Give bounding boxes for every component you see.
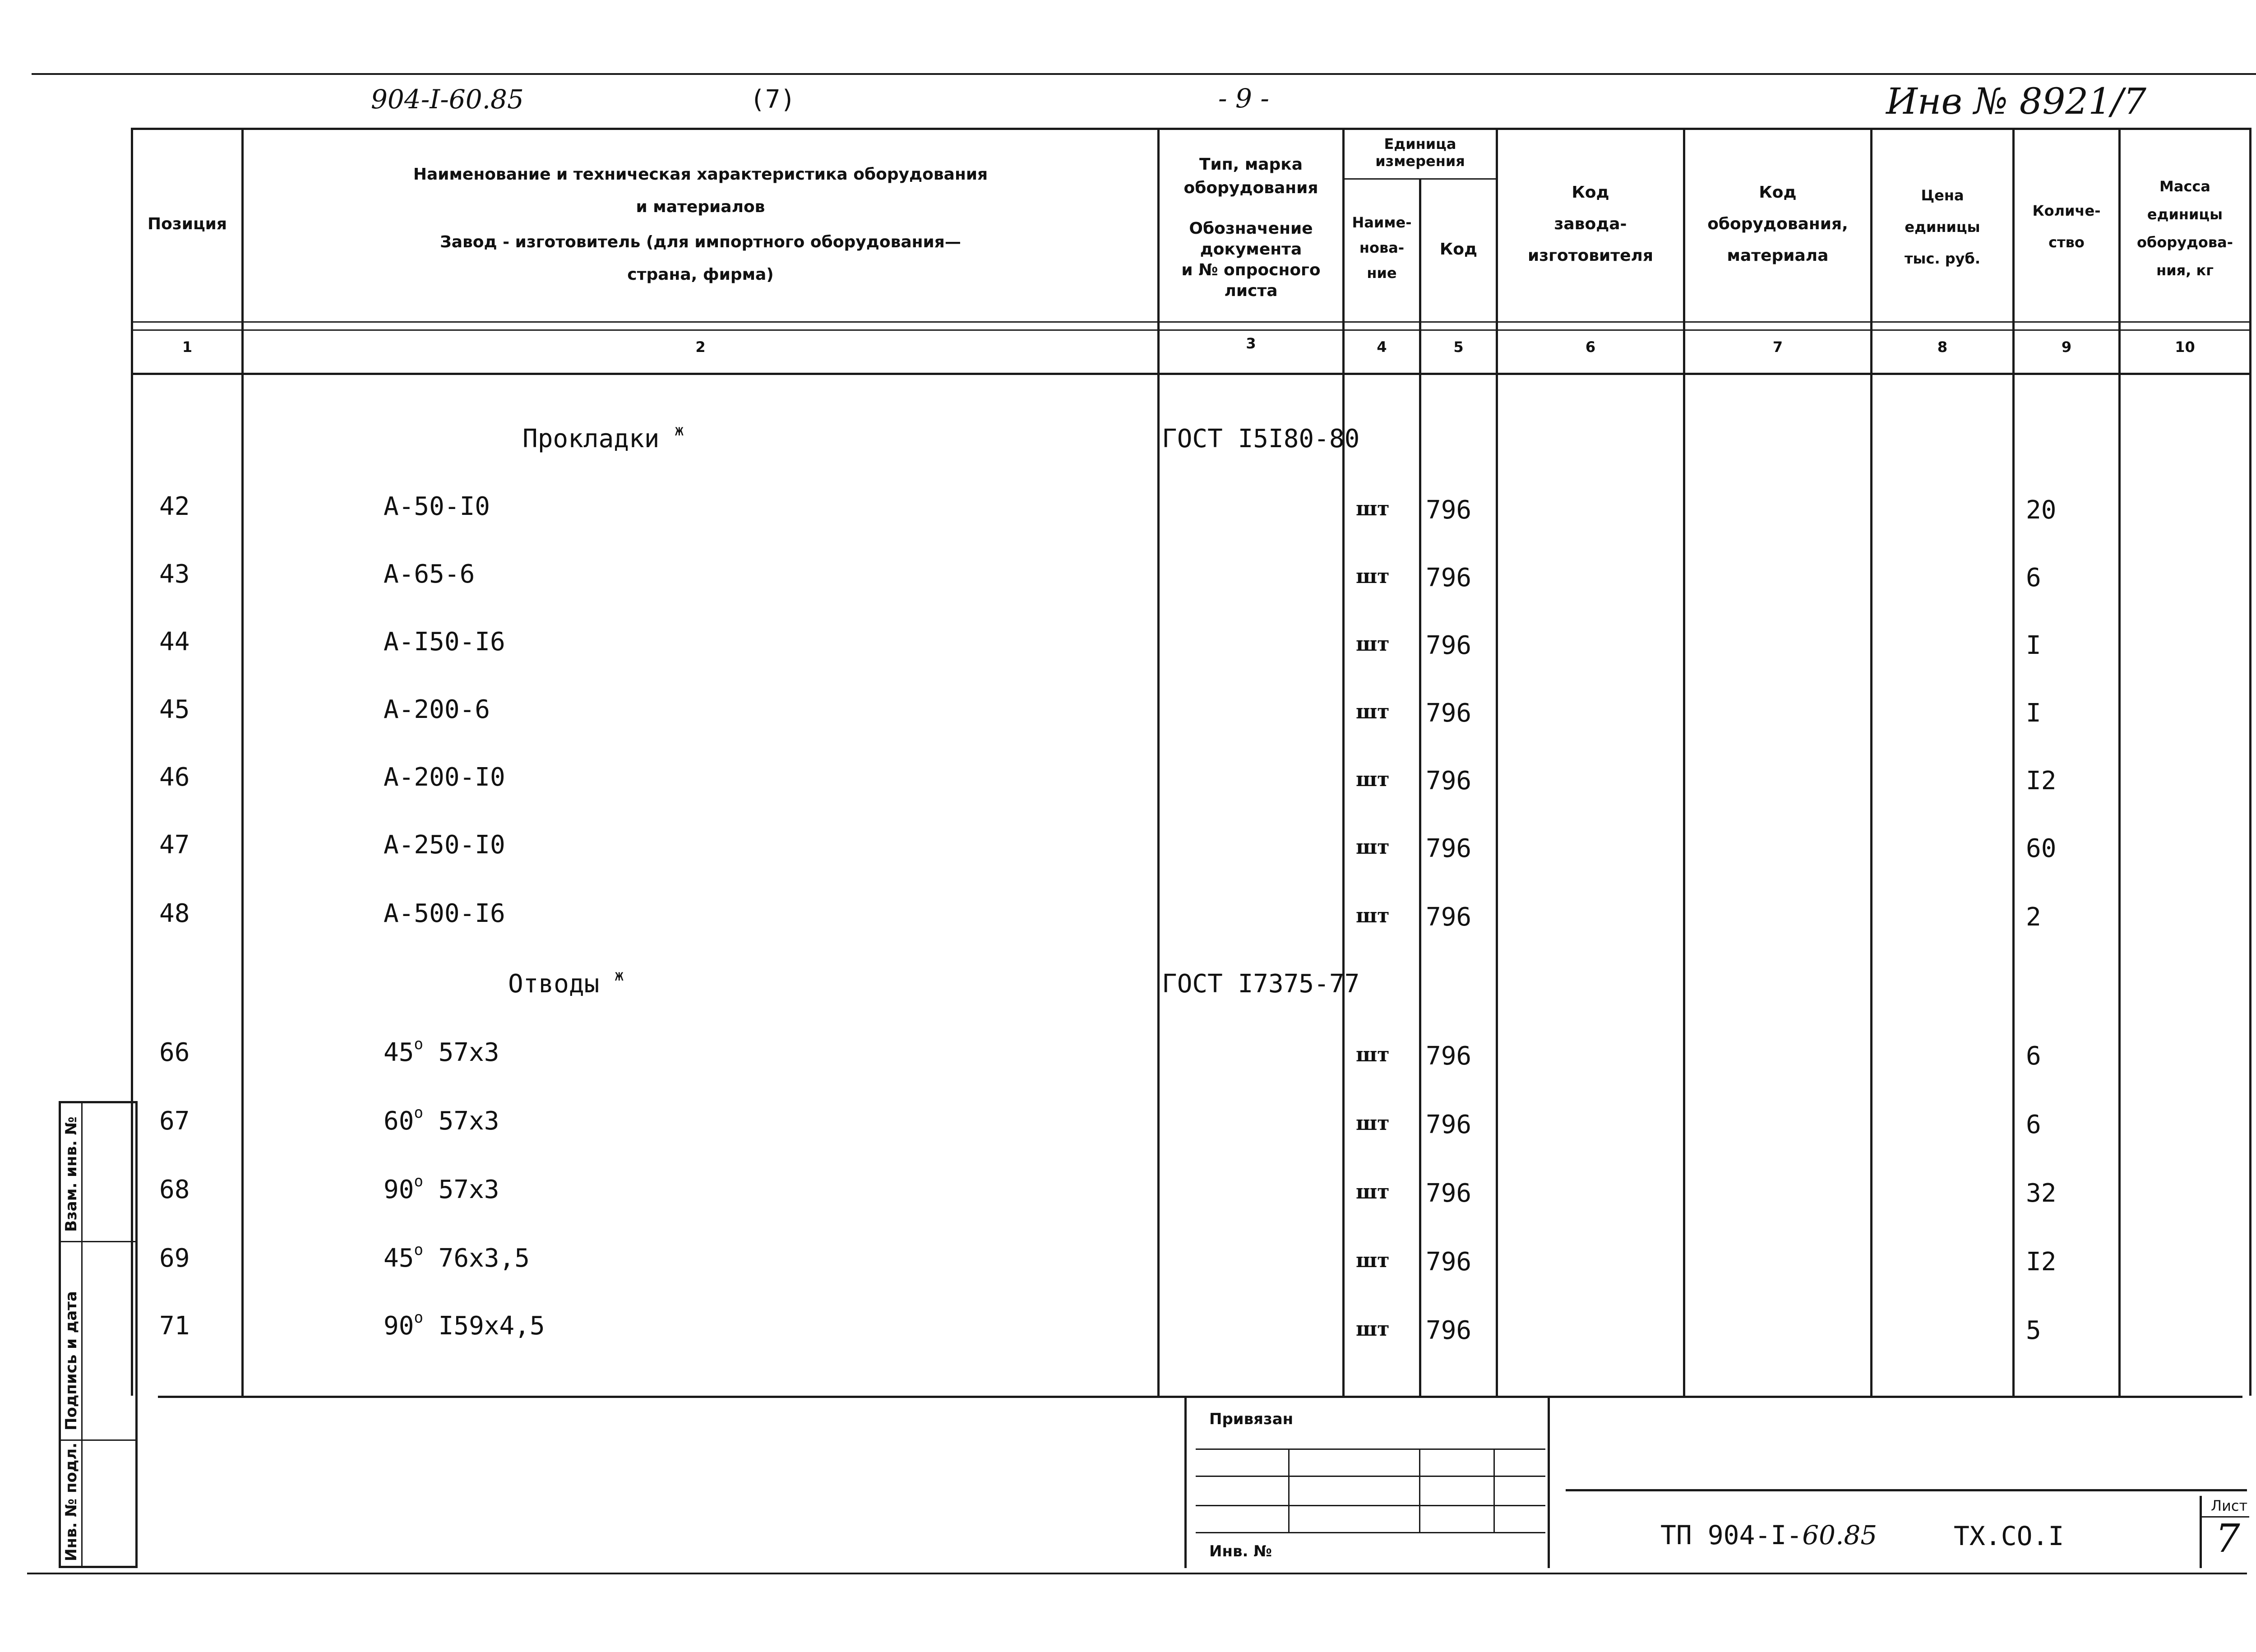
doc-code: 904-I-60.85 [371, 84, 524, 115]
row-name: $90^о$ I59х4,5 [384, 1309, 545, 1341]
stamp-designation-suffix: ТХ.СО.I [1954, 1521, 2064, 1551]
col-header-unit-name-l1: Наиме- [1352, 214, 1412, 231]
row-position: 48 [159, 899, 190, 928]
row-position: 46 [159, 763, 190, 792]
col-header-material-l3: материала [1727, 246, 1829, 265]
row-unit: шт [1356, 633, 1390, 656]
row-quantity: 6 [2026, 1110, 2041, 1139]
row-unit-code: 796 [1426, 834, 1472, 863]
side-stamp-divider [81, 1101, 83, 1568]
side-label-inv-orig: Инв. № подл. [62, 1442, 80, 1561]
col-sep-2 [1157, 128, 1160, 1396]
col-header-mass-l2: единицы [2147, 206, 2223, 223]
row-position: 68 [159, 1175, 190, 1204]
col-header-name-l1: Наименование и техническая характеристика оборудования [413, 165, 988, 184]
stamp-grid-col-2 [1419, 1448, 1420, 1532]
side-stamp-bottom [59, 1566, 138, 1568]
top-border [32, 73, 2256, 75]
row-name: $60^о$ 57х3 [384, 1104, 499, 1136]
stamp-designation: ТП 904-I-60.85 [1660, 1520, 1877, 1550]
col-header-unit-group-l1: Единица [1384, 135, 1456, 153]
col-header-material-l2: оборудования, [1707, 215, 1848, 233]
row-quantity: I2 [2026, 766, 2057, 796]
col-header-type-l3: Обозначение [1189, 219, 1313, 238]
col-header-type-l2: оборудования [1183, 179, 1318, 197]
col-number-5: 5 [1453, 338, 1464, 356]
stamp-grid-line-1 [1196, 1448, 1545, 1450]
row-quantity: I2 [2026, 1247, 2057, 1277]
col-header-unit-name-l3: ние [1367, 264, 1397, 282]
stamp-grid-col-1 [1288, 1448, 1290, 1532]
col-header-name-l4: страна, фирма) [627, 265, 774, 284]
row-unit-code: 796 [1426, 563, 1472, 592]
col-sep-7 [1870, 128, 1872, 1396]
row-unit: шт [1356, 1249, 1390, 1272]
col-header-type-l5: и № опросного [1181, 261, 1321, 279]
stamp-linked-border-left [1184, 1396, 1187, 1568]
row-position: 43 [159, 560, 190, 589]
row-unit-code: 796 [1426, 495, 1472, 525]
row-name: А-65-6 [384, 560, 475, 589]
page-number: - 9 - [1218, 83, 1269, 114]
col-sep-0 [131, 128, 133, 1396]
side-label-swap-inv: Взам. инв. № [62, 1116, 80, 1232]
col-header-price-l1: Цена [1921, 187, 1964, 204]
col-header-position: Позиция [147, 215, 227, 233]
row-position: 66 [159, 1038, 190, 1067]
col-header-factory-l1: Код [1572, 183, 1609, 202]
row-quantity: 2 [2026, 902, 2041, 932]
col-header-name-l2: и материалов [636, 198, 765, 216]
row-unit-code: 796 [1426, 1179, 1472, 1208]
side-stamp-sep-2 [59, 1439, 138, 1441]
row-name: $90^о$ 57х3 [384, 1172, 499, 1204]
col-number-7: 7 [1772, 338, 1783, 356]
group-standard-gaskets: ГОСТ I5I80-80 [1162, 424, 1360, 453]
bottom-border [27, 1573, 2247, 1574]
side-stamp-border-left [59, 1101, 61, 1568]
col-header-qty-l2: ство [2048, 234, 2085, 251]
group-title-bends: Отводы $^ж$ [508, 967, 624, 999]
row-quantity: 20 [2026, 495, 2057, 525]
stamp-grid-col-3 [1493, 1448, 1495, 1532]
row-name: А-I50-I6 [384, 627, 505, 657]
stamp-grid-line-2 [1196, 1476, 1545, 1477]
side-stamp-top [59, 1101, 138, 1103]
header-divider [131, 321, 2251, 323]
stamp-title-top [1566, 1489, 2247, 1491]
row-position: 44 [159, 627, 190, 657]
col-header-mass-l1: Масса [2159, 178, 2210, 195]
col-number-6: 6 [1585, 338, 1596, 356]
col-header-factory-l3: изготовителя [1527, 246, 1654, 265]
row-quantity: 32 [2026, 1179, 2057, 1208]
row-quantity: I [2026, 631, 2041, 660]
row-unit-code: 796 [1426, 1041, 1472, 1071]
row-unit: шт [1356, 768, 1390, 791]
row-quantity: 6 [2026, 1041, 2041, 1071]
col-header-qty-l1: Количе- [2032, 202, 2101, 219]
row-unit-code: 796 [1426, 1316, 1472, 1345]
col-sep-6 [1683, 128, 1685, 1396]
row-name: $45^о$ 76х3,5 [384, 1241, 530, 1273]
row-unit: шт [1356, 1043, 1390, 1066]
row-unit: шт [1356, 904, 1390, 927]
col-header-mass-l4: ния, кг [2156, 262, 2214, 279]
row-unit: шт [1356, 1318, 1390, 1341]
table-top-border [131, 128, 2251, 130]
col-header-type-l6: листа [1224, 282, 1278, 300]
header-divider-2 [131, 329, 2251, 331]
stamp-linked-border-right [1548, 1396, 1550, 1568]
part-number: (7) [750, 85, 796, 114]
col-number-3: 3 [1246, 335, 1256, 352]
col-sep-10 [2249, 128, 2251, 1396]
row-name: $45^о$ 57х3 [384, 1035, 499, 1067]
col-header-material-l1: Код [1759, 183, 1797, 202]
table-bottom-border [158, 1396, 2242, 1398]
row-quantity: 60 [2026, 834, 2057, 863]
row-name: А-500-I6 [384, 899, 505, 928]
row-unit: шт [1356, 497, 1390, 520]
row-unit: шт [1356, 700, 1390, 723]
numbers-divider [131, 373, 2251, 375]
stamp-linked-label: Привязан [1209, 1410, 1294, 1428]
col-sep-9 [2118, 128, 2121, 1396]
col-number-2: 2 [695, 338, 706, 356]
row-position: 69 [159, 1244, 190, 1273]
side-label-signature-date: Подпись и дата [62, 1291, 80, 1430]
row-unit-code: 796 [1426, 699, 1472, 728]
side-stamp-border-right [135, 1101, 138, 1568]
col-sep-4 [1419, 178, 1421, 1396]
col-header-type-l1: Тип, марка [1199, 155, 1303, 174]
stamp-sheet-number: 7 [2215, 1516, 2240, 1561]
col-sep-8 [2012, 128, 2015, 1396]
row-position: 47 [159, 830, 190, 860]
stamp-sheet-label: Лист [2211, 1497, 2248, 1514]
row-quantity: 5 [2026, 1316, 2041, 1345]
col-sep-1 [241, 128, 244, 1396]
unit-group-divider [1342, 178, 1496, 180]
col-sep-3 [1342, 128, 1345, 1396]
row-unit-code: 796 [1426, 902, 1472, 932]
col-header-mass-l3: оборудова- [2136, 234, 2233, 251]
row-unit-code: 796 [1426, 766, 1472, 796]
row-position: 67 [159, 1106, 190, 1136]
row-name: А-250-I0 [384, 830, 505, 860]
row-quantity: 6 [2026, 563, 2041, 592]
side-stamp-sep-1 [59, 1241, 138, 1242]
inventory-number: Инв № 8921/7 [1886, 80, 2147, 122]
col-header-unit-group-l2: измерения [1375, 153, 1465, 170]
col-sep-5 [1496, 128, 1498, 1396]
col-header-price-l3: тыс. руб. [1904, 250, 1980, 267]
stamp-grid-line-4 [1196, 1532, 1545, 1533]
stamp-grid-line-3 [1196, 1505, 1545, 1506]
row-name: А-200-6 [384, 695, 490, 724]
col-number-1: 1 [182, 338, 193, 356]
col-number-8: 8 [1937, 338, 1948, 356]
stamp-inv-label: Инв. № [1209, 1542, 1272, 1560]
row-position: 71 [159, 1311, 190, 1341]
group-standard-bends: ГОСТ I7375-77 [1162, 969, 1360, 999]
row-position: 42 [159, 492, 190, 521]
row-quantity: I [2026, 699, 2041, 728]
row-unit-code: 796 [1426, 1110, 1472, 1139]
col-number-4: 4 [1377, 338, 1387, 356]
row-name: А-200-I0 [384, 763, 505, 792]
col-header-price-l2: единицы [1905, 218, 1980, 236]
col-number-9: 9 [2061, 338, 2072, 356]
row-unit: шт [1356, 1180, 1390, 1203]
row-unit: шт [1356, 836, 1390, 859]
col-header-factory-l2: завода- [1554, 215, 1627, 233]
col-header-type-l4: документа [1200, 240, 1302, 259]
col-header-unit-code: Код [1439, 240, 1478, 259]
row-position: 45 [159, 695, 190, 724]
col-header-name-l3: Завод - изготовитель (для импортного оборудования— [440, 233, 961, 251]
stamp-sheet-border [2200, 1496, 2202, 1568]
group-title-gaskets: Прокладки $^ж$ [522, 421, 684, 453]
row-unit: шт [1356, 1112, 1390, 1135]
row-name: А-50-I0 [384, 492, 490, 521]
row-unit: шт [1356, 565, 1390, 588]
col-number-10: 10 [2175, 338, 2195, 356]
row-unit-code: 796 [1426, 631, 1472, 660]
col-header-unit-name-l2: нова- [1359, 239, 1405, 256]
row-unit-code: 796 [1426, 1247, 1472, 1277]
